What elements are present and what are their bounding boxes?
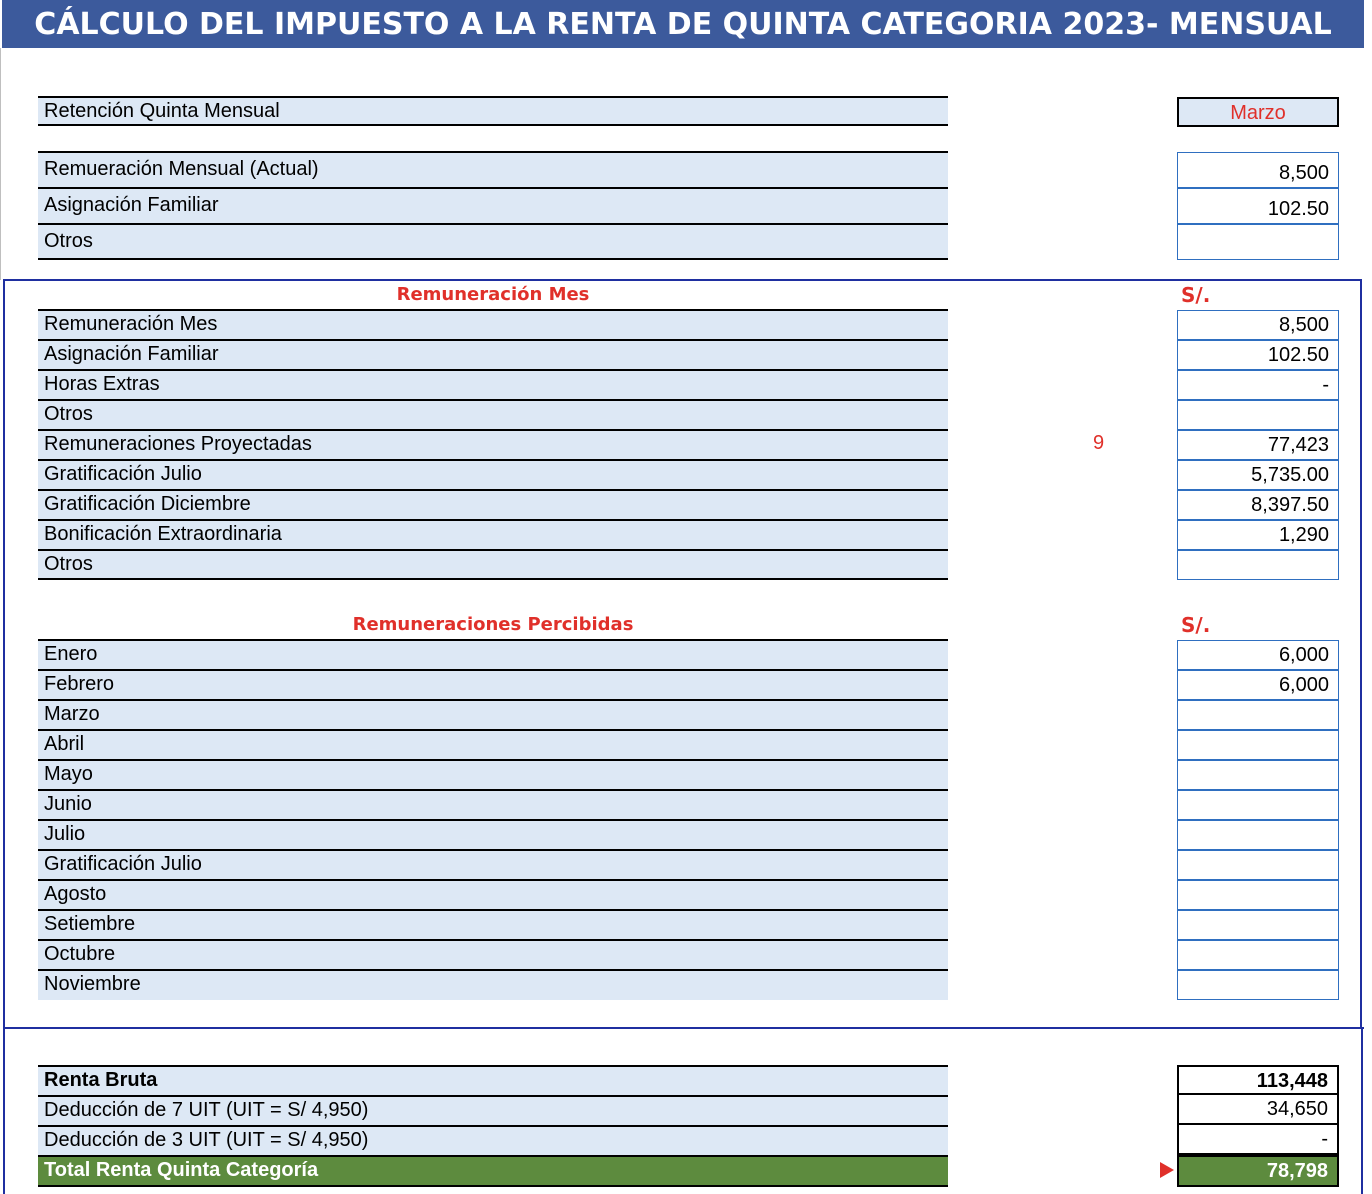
mes-row-value[interactable]: 102.50 — [1177, 340, 1339, 370]
mes-row-value[interactable]: 1,290 — [1177, 520, 1339, 550]
mes-row-label: Asignación Familiar — [38, 339, 948, 369]
page-title: CÁLCULO DEL IMPUESTO A LA RENTA DE QUINTA CATEGORIA 2023- MENSUAL — [2, 0, 1364, 48]
percibida-row-label: Marzo — [38, 699, 948, 729]
section-title-percibidas: Remuneraciones Percibidas — [352, 614, 634, 635]
mes-row-label: Remuneración Mes — [38, 309, 948, 339]
deduccion-7uit-value[interactable]: 34,650 — [1177, 1095, 1339, 1125]
section-frame-left — [3, 1027, 5, 1194]
input-label-asignacion: Asignación Familiar — [38, 187, 948, 223]
percibida-row-label: Abril — [38, 729, 948, 759]
input-asignacion[interactable]: 102.50 — [1177, 188, 1339, 224]
percibida-row-value[interactable] — [1177, 820, 1339, 850]
percibida-row-value[interactable]: 6,000 — [1177, 670, 1339, 700]
percibida-row-value[interactable] — [1177, 910, 1339, 940]
projected-months-count: 9 — [1093, 432, 1105, 454]
currency-label-percibidas: S/. — [1181, 613, 1211, 637]
percibida-row-label: Agosto — [38, 879, 948, 909]
percibida-row-value[interactable] — [1177, 700, 1339, 730]
section-frame-right — [1361, 1027, 1363, 1194]
mes-row-value[interactable]: 8,397.50 — [1177, 490, 1339, 520]
percibida-row-label: Octubre — [38, 939, 948, 969]
percibida-row-label: Junio — [38, 789, 948, 819]
mes-row-value[interactable]: 77,423 — [1177, 430, 1339, 460]
mes-row-label: Bonificación Extraordinaria — [38, 519, 948, 549]
total-arrow-icon — [1160, 1162, 1174, 1178]
mes-row-label: Horas Extras — [38, 369, 948, 399]
sheet-left-rule — [0, 48, 1, 280]
percibida-row-label: Setiembre — [38, 909, 948, 939]
mes-row-value[interactable]: 8,500 — [1177, 310, 1339, 340]
percibida-row-label: Noviembre — [38, 969, 948, 1000]
percibida-row-value[interactable] — [1177, 730, 1339, 760]
mes-row-label: Gratificación Julio — [38, 459, 948, 489]
mes-row-value[interactable] — [1177, 400, 1339, 430]
summary-label-renta-bruta: Renta Bruta — [38, 1065, 948, 1095]
retencion-label: Retención Quinta Mensual — [38, 96, 948, 126]
percibida-row-label: Mayo — [38, 759, 948, 789]
month-cell[interactable]: Marzo — [1177, 97, 1339, 127]
percibida-row-value[interactable] — [1177, 760, 1339, 790]
mes-row-label: Gratificación Diciembre — [38, 489, 948, 519]
currency-label-mes: S/. — [1181, 283, 1211, 307]
deduccion-3uit-value[interactable]: - — [1177, 1125, 1339, 1155]
renta-bruta-value[interactable]: 113,448 — [1177, 1065, 1339, 1095]
mes-row-value[interactable]: - — [1177, 370, 1339, 400]
percibida-row-value[interactable] — [1177, 790, 1339, 820]
percibida-row-label: Julio — [38, 819, 948, 849]
mes-row-value[interactable]: 5,735.00 — [1177, 460, 1339, 490]
percibida-row-value[interactable]: 6,000 — [1177, 640, 1339, 670]
summary-label-deduccion-7uit: Deducción de 7 UIT (UIT = S/ 4,950) — [38, 1095, 948, 1125]
percibida-row-value[interactable] — [1177, 970, 1339, 1000]
summary-label-deduccion-3uit: Deducción de 3 UIT (UIT = S/ 4,950) — [38, 1125, 948, 1155]
percibida-row-label: Febrero — [38, 669, 948, 699]
percibida-row-value[interactable] — [1177, 940, 1339, 970]
percibida-row-label: Gratificación Julio — [38, 849, 948, 879]
mes-row-label: Otros — [38, 549, 948, 580]
input-remuneracion[interactable]: 8,500 — [1177, 152, 1339, 188]
section-title-remuneracion-mes: Remuneración Mes — [396, 284, 590, 305]
percibida-row-value[interactable] — [1177, 880, 1339, 910]
mes-row-value[interactable] — [1177, 550, 1339, 580]
section-frame-bottom — [3, 1027, 1364, 1029]
total-renta-value[interactable]: 78,798 — [1177, 1155, 1339, 1187]
mes-row-label: Otros — [38, 399, 948, 429]
input-otros[interactable] — [1177, 224, 1339, 260]
input-label-otros: Otros — [38, 223, 948, 260]
percibida-row-value[interactable] — [1177, 850, 1339, 880]
mes-row-label: Remuneraciones Proyectadas — [38, 429, 948, 459]
percibida-row-label: Enero — [38, 639, 948, 669]
summary-label-total: Total Renta Quinta Categoría — [38, 1155, 948, 1187]
input-label-remuneracion: Remueración Mensual (Actual) — [38, 151, 948, 187]
